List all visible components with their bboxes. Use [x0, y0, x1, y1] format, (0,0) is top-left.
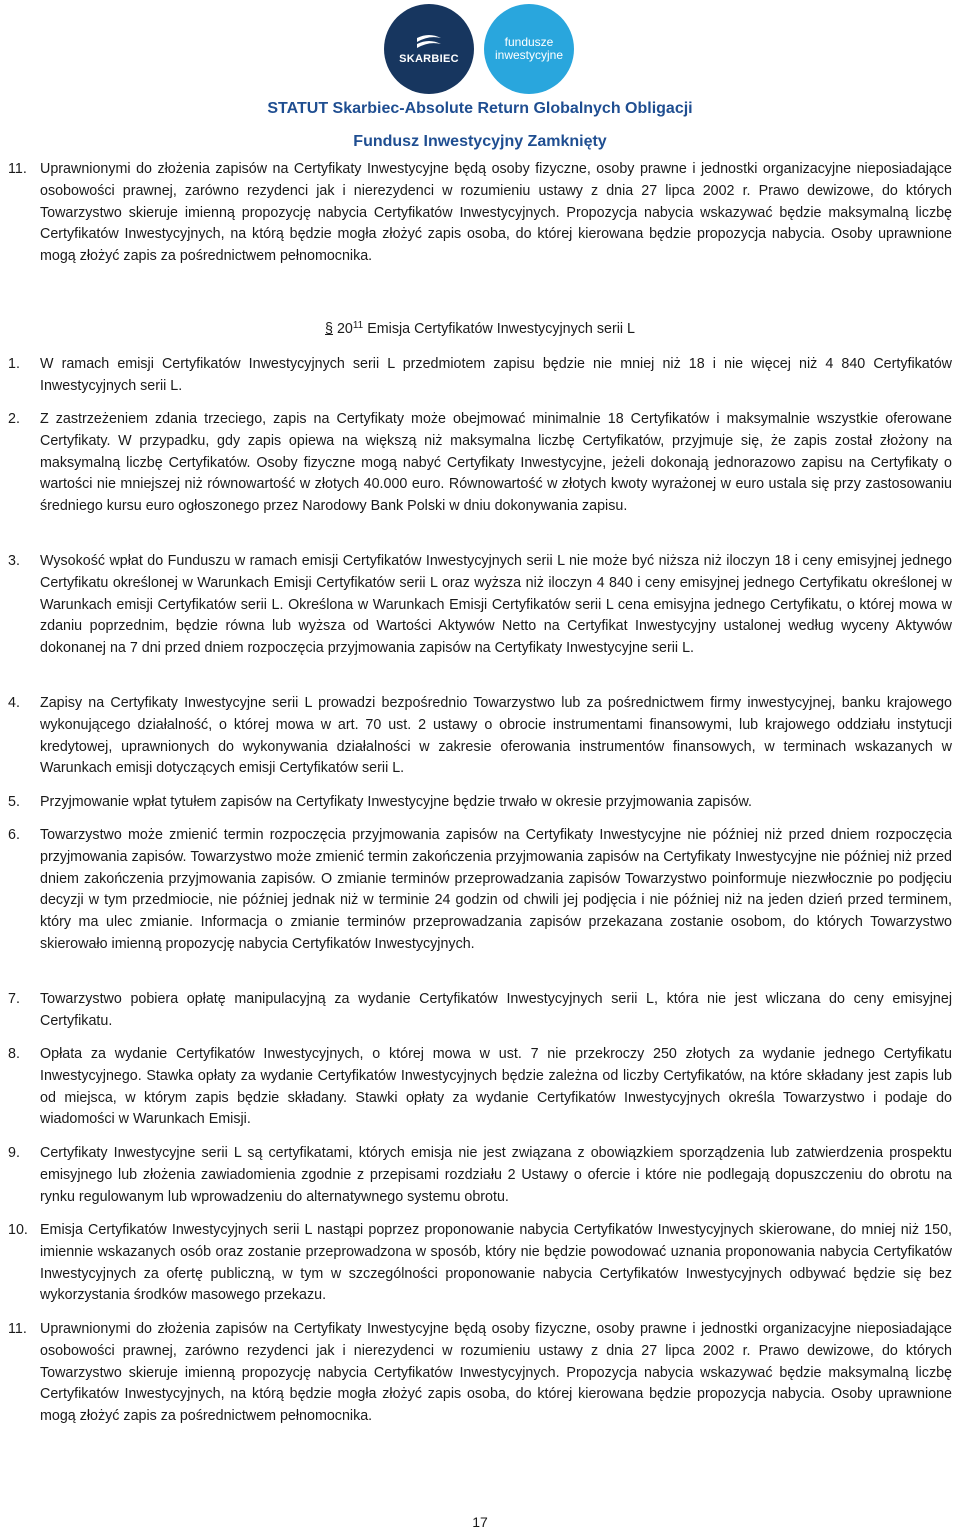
list-item-text: Wysokość wpłat do Funduszu w ramach emisji Certyfikatów Inwestycyjnych serii L nie może być niższa niż iloczyn 18 i ceny emisyjnej jednego Certyfikatu określonej w Warunkach Emisji Certyfikatów serii L oraz wyższa niż iloczyn 4 840 i ceny emisyjnej jednego Certyfikatu określonej w Warunkach emisji Certyfikatów serii L. Określona w Warunkach Emisji Certyfikatów serii L cena emisyjna jednego Certyfikatu, o której mowa w zdaniu poprzednim, będzie równa lub wyższa od Wartości Aktywów Netto na Certyfikat Inwestycyjny ustalonej według wyceny Aktywów dokonanej na 7 dni przed dniem rozpoczęcia przyjmowania zapisów na Certyfikaty Inwestycyjne serii L. [40, 553, 952, 657]
item-1-block [8, 354, 952, 398]
list-item [8, 354, 952, 398]
item-7-block [8, 989, 952, 1033]
skarbiec-logo [384, 4, 474, 94]
list-item-number: 8. [8, 1046, 20, 1062]
list-item [8, 989, 952, 1033]
list-item-text: Przyjmowanie wpłat tytułem zapisów na Certyfikaty Inwestycyjne będzie trwało w okresie przyjmowania zapisów. [40, 794, 752, 810]
skarbiec-mark-icon [414, 33, 444, 51]
section-heading [0, 320, 960, 337]
item-4-block [8, 693, 952, 780]
list-item [8, 792, 952, 814]
item-3-block [8, 551, 952, 660]
item-9-block [8, 1143, 952, 1208]
list-item [8, 693, 952, 780]
fundusze-logo-line2: inwestycyjne [494, 48, 564, 62]
list-item-number: 9. [8, 1145, 20, 1161]
top-paragraph-block [8, 159, 952, 268]
list-item-number: 7. [8, 991, 20, 1007]
list-item [8, 1319, 952, 1428]
list-item [8, 551, 952, 660]
item-10-block [8, 1220, 952, 1307]
list-item-text: Towarzystwo może zmienić termin rozpoczęcia przyjmowania zapisów na Certyfikaty Inwestycyjne nie później niż przed dniem rozpoczęcia przyjmowania zapisów. Towarzystwo może zmienić termin zakończenia przyjmowania zapisów na Certyfikaty Inwestycyjne nie później niż przed dniem zakończenia przyjmowania zapisów. O zmianie terminów przeprowadzania zapisów Towarzystwo poinformuje niezwłocznie po podjęciu decyzji w tym przedmiocie, nie później jednak niż w terminie 24 godzin od chwili jej podjęcia i nie później niż na jeden dzień przed terminem, który ma ulec zmianie. Informacja o zmianie terminów przeprowadzania zapisów przekazana zostanie osobom, do których Towarzystwo skierowało imienną propozycję nabycia Certyfikatów Inwestycyjnych. [40, 827, 952, 952]
list-item-text: Uprawnionymi do złożenia zapisów na Certyfikaty Inwestycyjne będą osoby fizyczne, osoby prawne i jednostki organizacyjne nieposiadające osobowości prawnej, zarówno rezydenci jak i nierezydenci w rozumieniu ustawy z dnia 27 lipca 2002 r. Prawo dewizowe, do których Towarzystwo skieruje imienną propozycję nabycia Certyfikatów Inwestycyjnych. Propozycja nabycia wskazywać będzie maksymalną liczbę Certyfikatów Inwestycyjnych, na którą będzie mogła złożyć zapis osoba, do której kierowana będzie propozycja nabycia. Osoby uprawnione mogą złożyć zapis za pośrednictwem pełnomocnika. [40, 161, 952, 265]
list-item-number: 4. [8, 695, 20, 711]
list-item-text: Certyfikaty Inwestycyjne serii L są certyfikatami, których emisja nie jest związana z obowiązkiem sporządzenia lub zatwierdzenia prospektu emisyjnego lub złożenia zawiadomienia zgodnie z przepisami rozdziału 2 Ustawy o ofercie i które nie podlegają dopuszczeniu do obrotu na rynku regulowanym lub wprowadzeniu do alternatywnego systemu obrotu. [40, 1145, 952, 1205]
list-item [8, 825, 952, 956]
section-symbol: § [325, 321, 333, 337]
document-title: STATUT Skarbiec-Absolute Return Globalnych Obligacji [267, 100, 693, 117]
list-item [8, 1220, 952, 1307]
list-item-number: 2. [8, 411, 20, 427]
list-item [8, 1143, 952, 1208]
document-subtitle: Fundusz Inwestycyjny Zamknięty [353, 133, 607, 150]
list-item [8, 1044, 952, 1131]
list-item-text: Zapisy na Certyfikaty Inwestycyjne serii L prowadzi bezpośrednio Towarzystwo lub za pośrednictwem firmy inwestycyjnej, banku krajowego wykonującego działalność, o której mowa w art. 70 ust. 2 ustawy o obrocie instrumentami finansowymi, lub krajowego oddziału instytucji kredytowej, uprawnionych do wykonywania działalności w zakresie oferowania instrumentów finansowych, w terminach wskazanych w Warunkach emisji dotyczących emisji Certyfikatów serii L. [40, 695, 952, 777]
list-item [8, 159, 952, 268]
item-2-block [8, 409, 952, 518]
list-item-number: 10. [8, 1222, 28, 1238]
list-item-number: 3. [8, 553, 20, 569]
fundusze-inwestycyjne-logo [484, 4, 574, 94]
section-number: 20 [336, 321, 353, 337]
list-item [8, 409, 952, 518]
list-item-number: 6. [8, 827, 20, 843]
section-title: Emisja Certyfikatów Inwestycyjnych serii L [367, 321, 635, 337]
item-6-block [8, 825, 952, 956]
item-11-block [8, 1319, 952, 1428]
list-item-text: Towarzystwo pobiera opłatę manipulacyjną za wydanie Certyfikatów Inwestycyjnych serii L, która nie jest wliczana do ceny emisyjnej Certyfikatu. [40, 991, 952, 1029]
list-item-text: W ramach emisji Certyfikatów Inwestycyjnych serii L przedmiotem zapisu będzie nie mniej niż 18 i nie więcej niż 4 840 Certyfikatów Inwestycyjnych serii L. [40, 356, 952, 394]
section-superscript: 11 [352, 320, 364, 331]
fundusze-logo-line1: fundusze [504, 35, 554, 49]
list-item-text: Z zastrzeżeniem zdania trzeciego, zapis na Certyfikaty może obejmować minimalnie 18 Certyfikatów i maksymalnie wszystkie oferowane Certyfikaty. W przypadku, gdy zapis opiewa na większą niż maksymalna liczbę Certyfikatów, przyjmuje się, że zapis został złożony na maksymalną liczbę Certyfikatów. Osoby fizyczne mogą nabyć Certyfikaty Inwestycyjne, jeżeli dokonają jednorazowo zapisu na Certyfikaty o wartości nie mniejszej niż równowartość w złotych 40.000 euro. Równowartość w złotych kwoty wyrażonej w euro ustala się przy zastosowaniu średniego kursu euro ogłoszonego przez Narodowy Bank Polski w dniu dokonywania zapisu. [40, 411, 952, 515]
list-item-text: Opłata za wydanie Certyfikatów Inwestycyjnych, o której mowa w ust. 7 nie przekroczy 250 złotych za wydanie jednego Certyfikatu Inwestycyjnego. Stawka opłaty za wydanie Certyfikatów Inwestycyjnych będzie zależna od liczby Certyfikatów, na które składany jest zapis lub od miejsca, w którym zapis będzie składany. Stawki opłaty za wydanie Certyfikatów Inwestycyjnych określa Towarzystwo i podaje do wiadomości w Warunkach Emisji. [40, 1046, 952, 1128]
list-item-number: 11. [8, 161, 27, 177]
item-5-block [8, 792, 952, 814]
header-logos [0, 4, 960, 96]
list-item-number: 1. [8, 356, 20, 372]
item-8-block [8, 1044, 952, 1131]
page-number: 17 [472, 1514, 488, 1530]
list-item-number: 5. [8, 794, 20, 810]
skarbiec-logo-text: SKARBIEC [399, 53, 459, 65]
list-item-text: Emisja Certyfikatów Inwestycyjnych serii L nastąpi poprzez proponowanie nabycia Certyfikatów Inwestycyjnych skierowane, do mniej niż 150, imiennie wskazanych osób oraz zostanie przeprowadzona w sposób, który nie będzie powodować uznania proponowania nabycia Certyfikatów Inwestycyjnych za ofertę publiczną, w tym w szczególności proponowanie nabycia Certyfikatów Inwestycyjnych odbywać będzie się bez wykorzystania środków masowego przekazu. [40, 1222, 952, 1304]
list-item-number: 11. [8, 1321, 27, 1337]
list-item-text: Uprawnionymi do złożenia zapisów na Certyfikaty Inwestycyjne będą osoby fizyczne, osoby prawne i jednostki organizacyjne nieposiadające osobowości prawnej, zarówno rezydenci jak i nierezydenci w rozumieniu ustawy z dnia 27 lipca 2002 r. Prawo dewizowe, do których Towarzystwo skieruje imienną propozycję nabycia Certyfikatów Inwestycyjnych. Propozycja nabycia wskazywać będzie maksymalną liczbę Certyfikatów Inwestycyjnych, na którą będzie mogła złożyć zapis osoba, do której kierowana będzie propozycja nabycia. Osoby uprawnione mogą złożyć zapis za pośrednictwem pełnomocnika. [40, 1321, 952, 1425]
